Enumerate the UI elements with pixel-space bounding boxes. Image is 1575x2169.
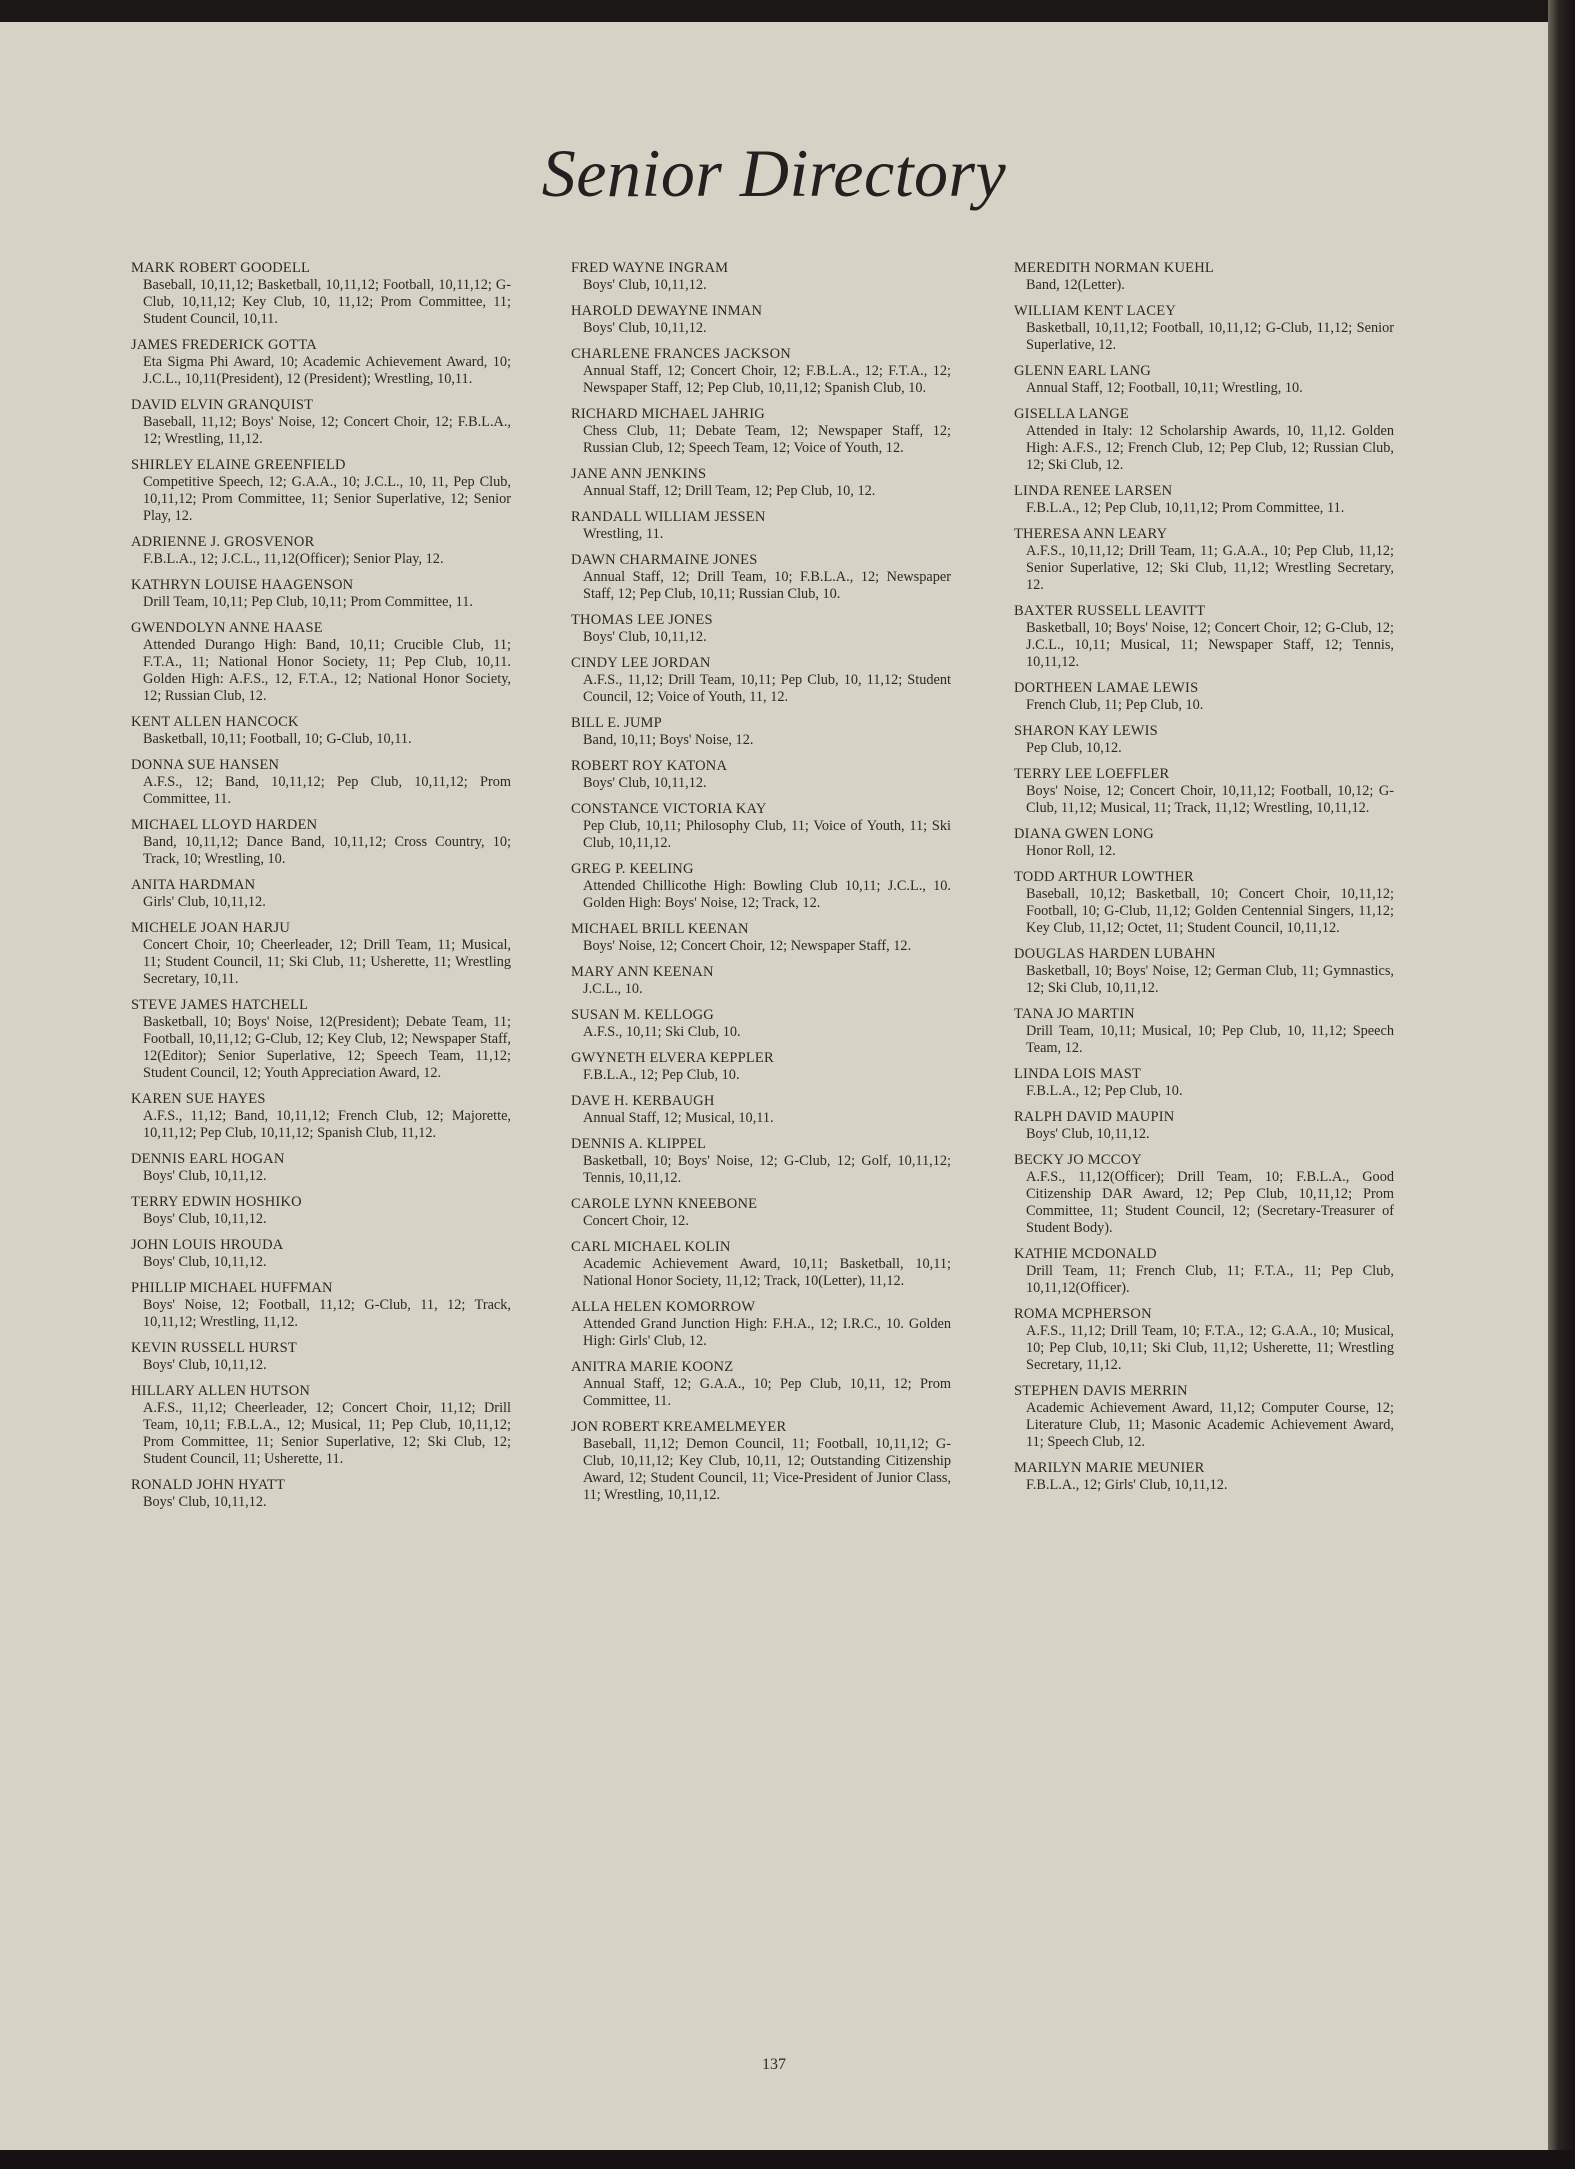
senior-name: RALPH DAVID MAUPIN — [1014, 1109, 1175, 1125]
senior-name: MARY ANN KEENAN — [571, 964, 714, 980]
directory-column-3 — [1014, 260, 1394, 1503]
senior-activities: A.F.S., 11,12; Cheerleader, 12; Concert Choir, 11,12; Drill Team, 10,11; F.B.L.A., 12; Musical, 11; Pep Club, 10,11,12; Prom Committee, 11; Senior Superlative, 12; Ski Club, 12; Student Council, 11; Usherette, 11. — [143, 1400, 511, 1467]
directory-entry — [571, 406, 951, 457]
senior-name: TERRY LEE LOEFFLER — [1014, 766, 1170, 782]
directory-entry — [571, 1299, 951, 1350]
senior-activities: F.B.L.A., 12; Pep Club, 10,11,12; Prom Committee, 11. — [1026, 500, 1345, 516]
directory-entry — [571, 921, 951, 955]
senior-name: BECKY JO MCCOY — [1014, 1152, 1142, 1168]
senior-name: PHILLIP MICHAEL HUFFMAN — [131, 1280, 333, 1296]
senior-name: ROMA MCPHERSON — [1014, 1306, 1152, 1322]
senior-name: CAROLE LYNN KNEEBONE — [571, 1196, 758, 1212]
senior-name: JANE ANN JENKINS — [571, 466, 707, 482]
senior-name: DOUGLAS HARDEN LUBAHN — [1014, 946, 1216, 962]
senior-activities: Band, 10,11,12; Dance Band, 10,11,12; Cross Country, 10; Track, 10; Wrestling, 10. — [143, 834, 511, 867]
senior-activities: Annual Staff, 12; G.A.A., 10; Pep Club, 10,11, 12; Prom Committee, 11. — [583, 1376, 951, 1409]
directory-entry — [131, 817, 511, 868]
senior-name: MICHAEL LLOYD HARDEN — [131, 817, 318, 833]
senior-activities: Basketball, 10,11; Football, 10; G-Club, 10,11. — [143, 731, 412, 747]
directory-entry — [131, 1237, 511, 1271]
senior-name: ANITRA MARIE KOONZ — [571, 1359, 734, 1375]
directory-entry — [1014, 869, 1394, 937]
directory-entry — [131, 577, 511, 611]
senior-activities: Baseball, 11,12; Boys' Noise, 12; Concert Choir, 12; F.B.L.A., 12; Wrestling, 11,12. — [143, 414, 511, 447]
directory-entry — [571, 1007, 951, 1041]
directory-entry — [571, 758, 951, 792]
directory-entry — [131, 877, 511, 911]
senior-name: TODD ARTHUR LOWTHER — [1014, 869, 1194, 885]
senior-name: KATHIE MCDONALD — [1014, 1246, 1157, 1262]
senior-activities: A.F.S., 11,12; Band, 10,11,12; French Club, 12; Majorette, 10,11,12; Pep Club, 10,11,12; Spanish Club, 11,12. — [143, 1108, 511, 1141]
senior-activities: Wrestling, 11. — [583, 526, 664, 542]
senior-name: DAVE H. KERBAUGH — [571, 1093, 715, 1109]
directory-entry — [131, 1151, 511, 1185]
senior-activities: Boys' Noise, 12; Football, 11,12; G-Club, 11, 12; Track, 10,11,12; Wrestling, 11,12. — [143, 1297, 511, 1330]
book-binding-edge — [1548, 0, 1575, 2169]
senior-name: KAREN SUE HAYES — [131, 1091, 266, 1107]
senior-activities: Boys' Club, 10,11,12. — [583, 775, 707, 791]
senior-name: DENNIS EARL HOGAN — [131, 1151, 285, 1167]
senior-name: FRED WAYNE INGRAM — [571, 260, 729, 276]
senior-name: HAROLD DEWAYNE INMAN — [571, 303, 763, 319]
senior-activities: Attended Chillicothe High: Bowling Club 10,11; J.C.L., 10. Golden High: Boys' Noise, 12; Track, 12. — [583, 878, 951, 911]
directory-entry — [571, 715, 951, 749]
senior-activities: F.B.L.A., 12; Pep Club, 10. — [583, 1067, 740, 1083]
directory-entry — [131, 534, 511, 568]
senior-name: ANITA HARDMAN — [131, 877, 256, 893]
senior-activities: Basketball, 10; Boys' Noise, 12(President); Debate Team, 11; Football, 10,11,12; G-Club, 12; Key Club, 12; Newspaper Staff, 12(Editor); Senior Superlative, 12; Speech Team, 11,12; Student Council, 12; Youth Appreciation Award, 12. — [143, 1014, 511, 1081]
senior-activities: Attended Grand Junction High: F.H.A., 12; I.R.C., 10. Golden High: Girls' Club, 12. — [583, 1316, 951, 1349]
senior-activities: Attended in Italy: 12 Scholarship Awards, 10, 11,12. Golden High: A.F.S., 12; French Club, 12; Pep Club, 12; Russian Club, 12; Ski Club, 12. — [1026, 423, 1394, 473]
senior-activities: Girls' Club, 10,11,12. — [143, 894, 266, 910]
directory-entry — [1014, 526, 1394, 594]
senior-name: LINDA RENEE LARSEN — [1014, 483, 1173, 499]
senior-name: TANA JO MARTIN — [1014, 1006, 1135, 1022]
senior-activities: Pep Club, 10,12. — [1026, 740, 1122, 756]
senior-activities: F.B.L.A., 12; Girls' Club, 10,11,12. — [1026, 1477, 1228, 1493]
senior-name: TERRY EDWIN HOSHIKO — [131, 1194, 302, 1210]
senior-name: BILL E. JUMP — [571, 715, 662, 731]
senior-activities: Honor Roll, 12. — [1026, 843, 1116, 859]
senior-activities: A.F.S., 11,12; Drill Team, 10,11; Pep Club, 10, 11,12; Student Council, 12; Voice of Youth, 11, 12. — [583, 672, 951, 705]
directory-entry — [1014, 1460, 1394, 1494]
senior-activities: Academic Achievement Award, 10,11; Basketball, 10,11; National Honor Society, 11,12; Track, 10(Letter), 11,12. — [583, 1256, 951, 1289]
senior-name: CONSTANCE VICTORIA KAY — [571, 801, 767, 817]
senior-name: KENT ALLEN HANCOCK — [131, 714, 299, 730]
directory-entry — [131, 757, 511, 808]
directory-entry — [1014, 1066, 1394, 1100]
senior-activities: Basketball, 10; Boys' Noise, 12; G-Club, 12; Golf, 10,11,12; Tennis, 10,11,12. — [583, 1153, 951, 1186]
senior-name: GWYNETH ELVERA KEPPLER — [571, 1050, 774, 1066]
directory-entry — [131, 620, 511, 705]
directory-entry — [571, 964, 951, 998]
senior-activities: Drill Team, 10,11; Pep Club, 10,11; Prom Committee, 11. — [143, 594, 473, 610]
senior-activities: Boys' Club, 10,11,12. — [143, 1254, 267, 1270]
directory-entry — [1014, 303, 1394, 354]
yearbook-page — [0, 22, 1548, 2150]
senior-activities: Boys' Noise, 12; Concert Choir, 10,11,12; Football, 10,12; G-Club, 11,12; Musical, 11; Track, 11,12; Wrestling, 10,11,12. — [1026, 783, 1394, 816]
senior-name: KATHRYN LOUISE HAAGENSON — [131, 577, 354, 593]
directory-entry — [571, 1093, 951, 1127]
directory-entry — [571, 509, 951, 543]
senior-activities: A.F.S., 10,11; Ski Club, 10. — [583, 1024, 741, 1040]
senior-activities: Boys' Club, 10,11,12. — [583, 320, 707, 336]
directory-entry — [571, 1050, 951, 1084]
senior-activities: Basketball, 10; Boys' Noise, 12; German Club, 11; Gymnastics, 12; Ski Club, 10,11,12. — [1026, 963, 1394, 996]
directory-entry — [1014, 946, 1394, 997]
senior-name: DAVID ELVIN GRANQUIST — [131, 397, 314, 413]
senior-name: RANDALL WILLIAM JESSEN — [571, 509, 766, 525]
directory-entry — [131, 920, 511, 988]
senior-name: THOMAS LEE JONES — [571, 612, 713, 628]
directory-column-2 — [571, 260, 951, 1513]
senior-name: CARL MICHAEL KOLIN — [571, 1239, 731, 1255]
senior-activities: A.F.S., 11,12; Drill Team, 10; F.T.A., 12; G.A.A., 10; Musical, 10; Pep Club, 10,11; Ski Club, 11,12; Usherette, 11; Wrestling Secretary, 11,12. — [1026, 1323, 1394, 1373]
senior-activities: Band, 10,11; Boys' Noise, 12. — [583, 732, 754, 748]
senior-name: GREG P. KEELING — [571, 861, 694, 877]
directory-entry — [131, 1340, 511, 1374]
senior-activities: Baseball, 10,11,12; Basketball, 10,11,12; Football, 10,11,12; G-Club, 10,11,12; Key Club, 10, 11,12; Prom Committee, 11; Student Council, 10,11. — [143, 277, 511, 327]
senior-activities: A.F.S., 11,12(Officer); Drill Team, 10; F.B.L.A., Good Citizenship DAR Award, 12; Pep Club, 10,11,12; Prom Committee, 11; Student Council, 12; (Secretary-Treasurer of Student Body). — [1026, 1169, 1394, 1236]
senior-activities: Baseball, 11,12; Demon Council, 11; Football, 10,11,12; G-Club, 10,11,12; Key Club, 10,11, 12; Outstanding Citizenship Award, 12; Student Council, 11; Vice-President of Junior Class, 11; Wrestling, 10,11,12. — [583, 1436, 951, 1503]
senior-activities: Annual Staff, 12; Musical, 10,11. — [583, 1110, 774, 1126]
senior-activities: Competitive Speech, 12; G.A.A., 10; J.C.L., 10, 11, Pep Club, 10,11,12; Prom Committee, 11; Senior Superlative, 12; Senior Play, 12. — [143, 474, 511, 524]
directory-entry — [571, 1196, 951, 1230]
directory-entry — [1014, 766, 1394, 817]
senior-name: CINDY LEE JORDAN — [571, 655, 711, 671]
senior-name: STEPHEN DAVIS MERRIN — [1014, 1383, 1188, 1399]
senior-activities: Boys' Club, 10,11,12. — [143, 1494, 267, 1510]
directory-entry — [131, 337, 511, 388]
senior-name: GWENDOLYN ANNE HAASE — [131, 620, 323, 636]
senior-activities: Attended Durango High: Band, 10,11; Crucible Club, 11; F.T.A., 11; National Honor Society, 11; Pep Club, 10,11. Golden High: A.F.S., 12, F.T.A., 12; National Honor Society, 12; Russian Club, 12. — [143, 637, 511, 704]
senior-name: DONNA SUE HANSEN — [131, 757, 280, 773]
directory-entry — [131, 1194, 511, 1228]
senior-name: KEVIN RUSSELL HURST — [131, 1340, 297, 1356]
senior-name: SHARON KAY LEWIS — [1014, 723, 1158, 739]
senior-activities: Annual Staff, 12; Concert Choir, 12; F.B.L.A., 12; F.T.A., 12; Newspaper Staff, 12; Pep Club, 10,11,12; Spanish Club, 10. — [583, 363, 951, 396]
senior-name: SHIRLEY ELAINE GREENFIELD — [131, 457, 346, 473]
senior-activities: Eta Sigma Phi Award, 10; Academic Achievement Award, 10; J.C.L., 10,11(President), 12 (President); Wrestling, 10,11. — [143, 354, 511, 387]
senior-name: JAMES FREDERICK GOTTA — [131, 337, 317, 353]
senior-name: ADRIENNE J. GROSVENOR — [131, 534, 315, 550]
senior-activities: Pep Club, 10,11; Philosophy Club, 11; Voice of Youth, 11; Ski Club, 10,11,12. — [583, 818, 951, 851]
directory-entry — [1014, 1246, 1394, 1297]
directory-entry — [571, 346, 951, 397]
page-title: Senior Directory — [541, 135, 1007, 211]
senior-name: MICHELE JOAN HARJU — [131, 920, 291, 936]
directory-entry — [571, 612, 951, 646]
senior-activities: Drill Team, 11; French Club, 11; F.T.A., 11; Pep Club, 10,11,12(Officer). — [1026, 1263, 1394, 1296]
senior-name: DAWN CHARMAINE JONES — [571, 552, 758, 568]
senior-name: THERESA ANN LEARY — [1014, 526, 1168, 542]
senior-activities: Boys' Club, 10,11,12. — [583, 629, 707, 645]
directory-entry — [1014, 363, 1394, 397]
senior-activities: Drill Team, 10,11; Musical, 10; Pep Club, 10, 11,12; Speech Team, 12. — [1026, 1023, 1394, 1056]
directory-entry — [571, 260, 951, 294]
senior-activities: Concert Choir, 12. — [583, 1213, 689, 1229]
directory-entry — [571, 861, 951, 912]
directory-entry — [571, 552, 951, 603]
senior-name: DORTHEEN LAMAE LEWIS — [1014, 680, 1199, 696]
senior-name: MICHAEL BRILL KEENAN — [571, 921, 749, 937]
directory-entry — [571, 1239, 951, 1290]
senior-name: RONALD JOHN HYATT — [131, 1477, 286, 1493]
directory-entry — [1014, 1383, 1394, 1451]
senior-activities: Academic Achievement Award, 11,12; Computer Course, 12; Literature Club, 11; Masonic Academic Achievement Award, 11; Speech Club, 12. — [1026, 1400, 1394, 1450]
senior-name: CHARLENE FRANCES JACKSON — [571, 346, 791, 362]
senior-activities: Boys' Club, 10,11,12. — [1026, 1126, 1150, 1142]
senior-name: ROBERT ROY KATONA — [571, 758, 728, 774]
senior-name: LINDA LOIS MAST — [1014, 1066, 1142, 1082]
senior-name: WILLIAM KENT LACEY — [1014, 303, 1176, 319]
directory-entry — [131, 260, 511, 328]
senior-name: HILLARY ALLEN HUTSON — [131, 1383, 311, 1399]
senior-activities: Concert Choir, 10; Cheerleader, 12; Drill Team, 11; Musical, 11; Student Council, 11; Ski Club, 11; Usherette, 11; Wrestling Secretary, 10,11. — [143, 937, 511, 987]
senior-name: DIANA GWEN LONG — [1014, 826, 1154, 842]
directory-entry — [1014, 1109, 1394, 1143]
directory-entry — [1014, 406, 1394, 474]
senior-activities: Baseball, 10,12; Basketball, 10; Concert Choir, 10,11,12; Football, 10; G-Club, 11,12; Golden Centennial Singers, 11,12; Key Club, 11,12; Octet, 11; Student Council, 10,11,12. — [1026, 886, 1394, 936]
directory-entry — [1014, 1152, 1394, 1237]
senior-activities: A.F.S., 10,11,12; Drill Team, 11; G.A.A., 10; Pep Club, 11,12; Senior Superlative, 12; Ski Club, 11,12; Wrestling Secretary, 12. — [1026, 543, 1394, 593]
senior-activities: Basketball, 10,11,12; Football, 10,11,12; G-Club, 11,12; Senior Superlative, 12. — [1026, 320, 1394, 353]
directory-entry — [1014, 603, 1394, 671]
senior-activities: Boys' Club, 10,11,12. — [143, 1357, 267, 1373]
directory-entry — [1014, 1006, 1394, 1057]
senior-activities: Boys' Club, 10,11,12. — [143, 1168, 267, 1184]
senior-name: JOHN LOUIS HROUDA — [131, 1237, 284, 1253]
senior-activities: J.C.L., 10. — [583, 981, 643, 997]
senior-activities: Annual Staff, 12; Football, 10,11; Wrestling, 10. — [1026, 380, 1303, 396]
senior-activities: A.F.S., 12; Band, 10,11,12; Pep Club, 10,11,12; Prom Committee, 11. — [143, 774, 511, 807]
senior-activities: F.B.L.A., 12; Pep Club, 10. — [1026, 1083, 1183, 1099]
directory-entry — [571, 1419, 951, 1504]
senior-activities: F.B.L.A., 12; J.C.L., 11,12(Officer); Senior Play, 12. — [143, 551, 444, 567]
directory-entry — [131, 397, 511, 448]
directory-entry — [131, 1091, 511, 1142]
senior-name: GISELLA LANGE — [1014, 406, 1129, 422]
directory-entry — [1014, 723, 1394, 757]
senior-name: RICHARD MICHAEL JAHRIG — [571, 406, 765, 422]
directory-entry — [131, 997, 511, 1082]
senior-activities: Boys' Club, 10,11,12. — [583, 277, 707, 293]
senior-activities: Boys' Club, 10,11,12. — [143, 1211, 267, 1227]
senior-name: GLENN EARL LANG — [1014, 363, 1151, 379]
senior-activities: Basketball, 10; Boys' Noise, 12; Concert Choir, 12; G-Club, 12; J.C.L., 10,11; Musical, 11; Newspaper Staff, 12; Tennis, 10,11,12. — [1026, 620, 1394, 670]
directory-entry — [571, 801, 951, 852]
directory-entry — [571, 655, 951, 706]
senior-name: ALLA HELEN KOMORROW — [571, 1299, 756, 1315]
directory-entry — [1014, 826, 1394, 860]
scan-bottom-edge — [0, 2150, 1575, 2169]
directory-entry — [1014, 260, 1394, 294]
directory-entry — [131, 1477, 511, 1511]
directory-column-1 — [131, 260, 511, 1520]
directory-entry — [131, 714, 511, 748]
senior-name: MARILYN MARIE MEUNIER — [1014, 1460, 1205, 1476]
directory-entry — [571, 303, 951, 337]
directory-entry — [1014, 1306, 1394, 1374]
directory-entry — [571, 1359, 951, 1410]
page-number: 137 — [762, 2056, 786, 2073]
directory-entry — [131, 1383, 511, 1468]
senior-activities: Annual Staff, 12; Drill Team, 12; Pep Club, 10, 12. — [583, 483, 876, 499]
senior-name: SUSAN M. KELLOGG — [571, 1007, 714, 1023]
directory-entry — [1014, 680, 1394, 714]
directory-entry — [571, 1136, 951, 1187]
directory-entry — [571, 466, 951, 500]
directory-entry — [1014, 483, 1394, 517]
senior-activities: Band, 12(Letter). — [1026, 277, 1125, 293]
senior-name: STEVE JAMES HATCHELL — [131, 997, 309, 1013]
senior-activities: Chess Club, 11; Debate Team, 12; Newspaper Staff, 12; Russian Club, 12; Speech Team, 12; Voice of Youth, 12. — [583, 423, 951, 456]
senior-activities: Annual Staff, 12; Drill Team, 10; F.B.L.A., 12; Newspaper Staff, 12; Pep Club, 10,11; Russian Club, 10. — [583, 569, 951, 602]
directory-entry — [131, 1280, 511, 1331]
senior-activities: Boys' Noise, 12; Concert Choir, 12; Newspaper Staff, 12. — [583, 938, 912, 954]
senior-activities: French Club, 11; Pep Club, 10. — [1026, 697, 1204, 713]
senior-name: DENNIS A. KLIPPEL — [571, 1136, 707, 1152]
senior-name: BAXTER RUSSELL LEAVITT — [1014, 603, 1206, 619]
senior-name: MEREDITH NORMAN KUEHL — [1014, 260, 1214, 276]
senior-name: JON ROBERT KREAMELMEYER — [571, 1419, 787, 1435]
directory-entry — [131, 457, 511, 525]
senior-name: MARK ROBERT GOODELL — [131, 260, 311, 276]
